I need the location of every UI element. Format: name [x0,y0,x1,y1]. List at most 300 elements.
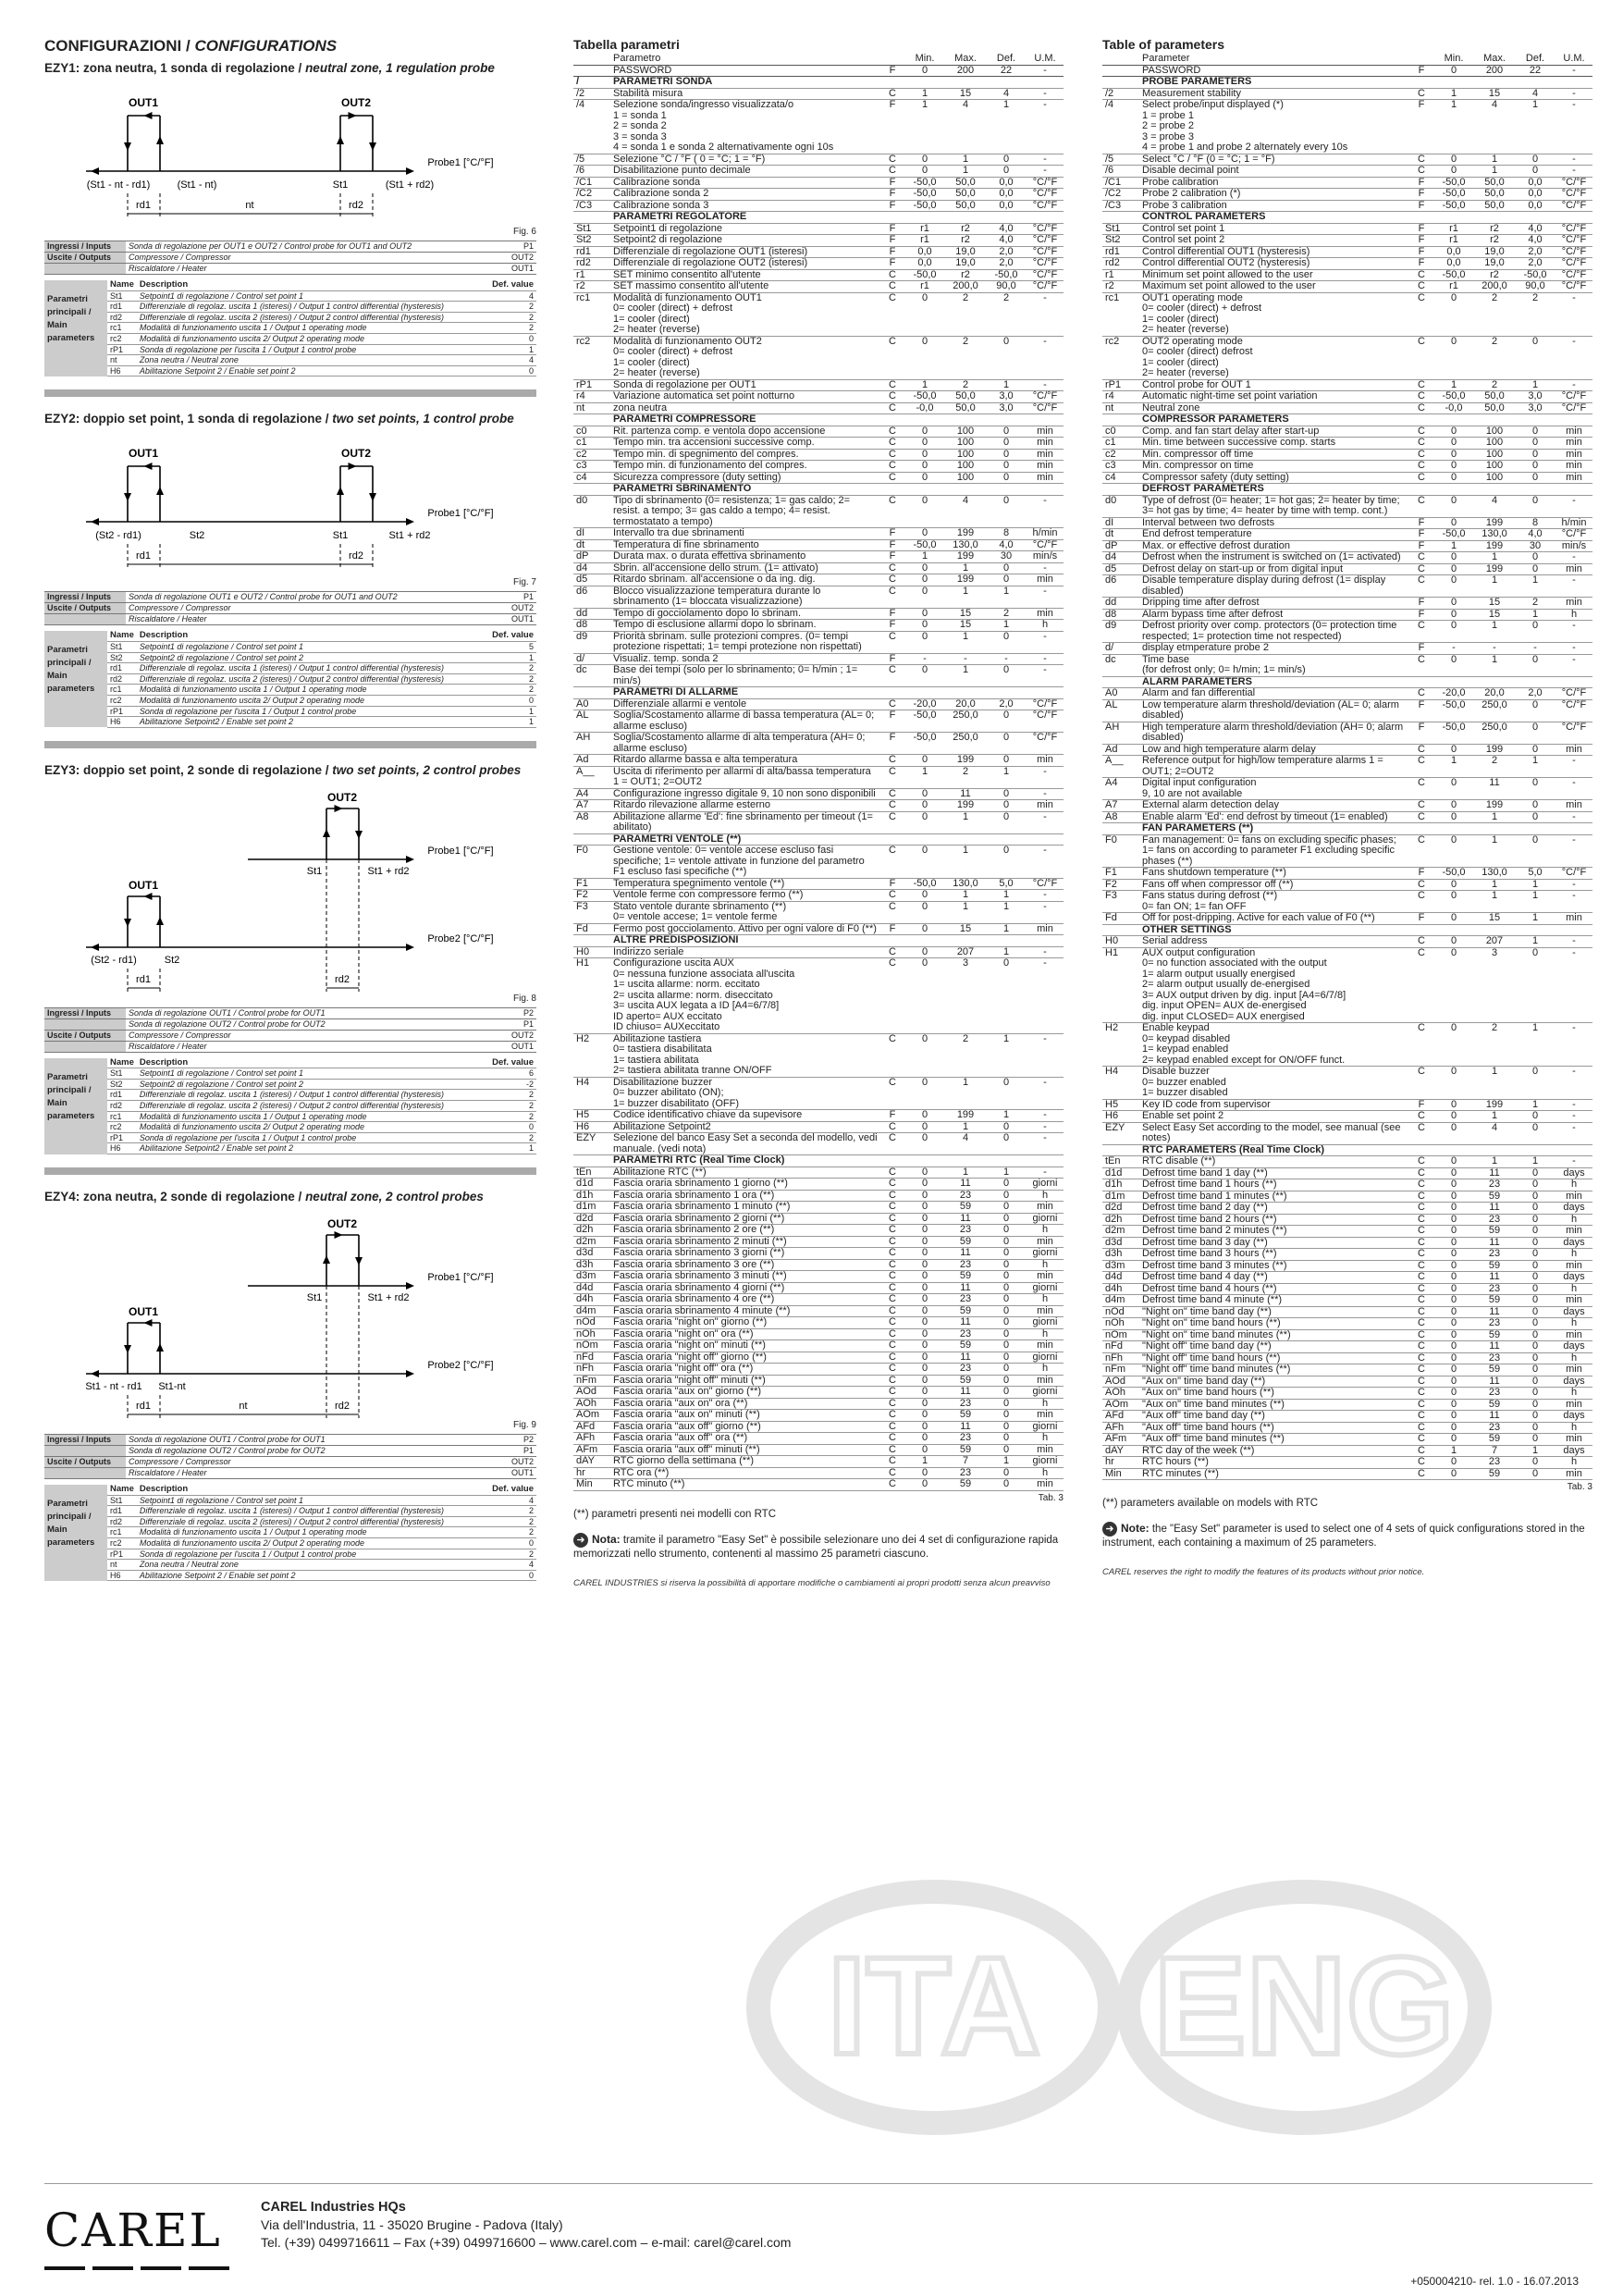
param-type: F [880,620,904,632]
param-min: 0 [904,1259,945,1271]
param-min: -20,0 [904,698,945,710]
param-type: F [880,539,904,551]
param-description: Fascia oraria "aux on" minuti (**) [610,1410,880,1422]
param-name: H6 [107,1143,137,1154]
param-row [573,846,1064,879]
param-min: 0 [1433,575,1474,598]
param-type: C [1409,1237,1433,1249]
param-min: 0 [904,1167,945,1179]
param-code: nFh [573,1364,610,1376]
param-max: 11 [945,788,986,800]
param-row [44,355,536,366]
param-code: d9 [1102,621,1139,643]
param-min: 0 [904,1467,945,1479]
param-description: Sonda di regolazione per l'uscita 1 / Output 1 control probe [137,1132,488,1143]
param-unit: h [1555,1179,1592,1191]
param-default: -50,0 [986,269,1027,281]
param-description: Sonda di regolazione per l'uscita 1 / Output 1 control probe [137,344,488,355]
param-default: 2 [488,302,536,313]
param-default: 0 [986,631,1027,653]
param-max: 59 [1474,1226,1515,1238]
param-default: 2 [1515,598,1555,610]
param-default: 0 [986,438,1027,450]
param-min: 0 [1433,461,1474,473]
rd1-label: rd1 [136,200,151,211]
param-description: Setpoint1 di regolazione / Control set point 1 [137,641,488,652]
param-min: 0 [904,631,945,653]
param-type: C [880,890,904,902]
param-name: rc2 [107,1538,137,1549]
io-type: Uscite / Outputs [44,1030,126,1041]
figure-number: Fig. 9 [512,1420,536,1431]
param-unit: - [1555,1111,1592,1123]
param-min: 0 [904,1387,945,1399]
param-description: Low temperature alarm threshold/deviation (AL= 0; alarm disabled) [1139,699,1409,722]
param-default: 0,0 [986,189,1027,201]
param-row [1102,834,1592,868]
param-min: 0,0 [904,258,945,270]
param-type: C [1409,1226,1433,1238]
param-code: /6 [573,166,610,178]
param-code: d1d [1102,1167,1139,1179]
param-max: 11 [1474,1411,1515,1423]
param-name: St1 [107,641,137,652]
param-min: 0 [1433,472,1474,484]
param-code: d1d [573,1179,610,1191]
param-type: C [1409,879,1433,891]
param-unit: °C/°F [1027,878,1064,890]
param-unit: h [1027,1467,1064,1479]
param-max: 23 [945,1364,986,1376]
param-type: C [1409,438,1433,450]
io-port: OUT2 [494,253,536,264]
param-unit: - [1555,1099,1592,1111]
param-unit: h [1555,1214,1592,1226]
param-code: AH [1102,722,1139,744]
param-max: 1 [945,166,986,178]
param-row [1102,699,1592,722]
param-max: r2 [1474,235,1515,247]
param-min: 0 [1433,1214,1474,1226]
param-min: 0 [1433,1191,1474,1203]
param-type: C [880,166,904,178]
param-default: 0 [1515,166,1555,178]
param-description: Select °C / °F (0 = °C; 1 = °F) [1139,154,1409,166]
diagram-arrow [349,112,357,119]
param-min: 1 [1433,88,1474,100]
param-row [44,1111,536,1122]
out1-label: OUT1 [128,447,159,461]
param-default: 0 [1515,744,1555,756]
param-code: dI [1102,517,1139,529]
param-min: 0,0 [1433,258,1474,270]
param-default: 1 [1515,756,1555,778]
param-type: C [880,1410,904,1422]
param-row [1102,1179,1592,1191]
param-default: 1 [1515,879,1555,891]
param-description: Ritardo allarme bassa e alta temperatura [610,755,880,767]
param-row [1102,379,1592,391]
param-description: Type of defrost (0= heater; 1= hot gas; 2= heater by time; 3= hot gas by time; 4= heater by time with temp. cont.) [1139,495,1409,517]
param-code: nOm [1102,1329,1139,1341]
param-min: 0 [904,1421,945,1433]
param-max: 11 [945,1421,986,1433]
param-description: PASSWORD [1139,65,1409,77]
param-unit: min [1555,913,1592,925]
english-note: ➜ Note: the "Easy Set" parameter is used to select one of 4 sets of quick configurations stored in the instrument, each containing a maximum of 25 parameters. [1102,1522,1585,1549]
param-description: Alarm and fan differential [1139,688,1409,700]
param-code: /C2 [573,189,610,201]
param-row [1102,281,1592,293]
param-type: C [1409,1023,1433,1067]
io-type: Uscite / Outputs [44,603,126,614]
param-min: 0 [904,1033,945,1077]
param-unit: °C/°F [1555,722,1592,744]
regulation-diagram [44,429,536,577]
param-description: Fascia oraria sbrinamento 1 ora (**) [610,1190,880,1202]
param-min: 0 [904,1364,945,1376]
param-description: Min. time between successive comp. starts [1139,438,1409,450]
param-description: Reference output for high/low temperature alarms 1 = OUT1; 2=OUT2 [1139,756,1409,778]
section-title: ALTRE PREDISPOSIZIONI [610,935,1064,947]
param-row [573,1167,1064,1179]
header-cell: Def. value [488,631,536,641]
param-type: C [1409,166,1433,178]
param-min: r1 [1433,281,1474,293]
param-default: 2 [488,1132,536,1143]
param-default: 90,0 [1515,281,1555,293]
param-max: 50,0 [1474,189,1515,201]
param-default: 0 [986,1421,1027,1433]
diagram-arrow [156,136,164,144]
param-name: rd1 [107,1090,137,1101]
param-description: Fan management: 0= fans on excluding specific phases; 1= fans on according to parameter F1 excluding specific phases (**) [1139,834,1409,868]
param-max: 207 [945,946,986,958]
param-min: 0 [1433,426,1474,438]
param-code: AFd [573,1421,610,1433]
param-row [573,1387,1064,1399]
param-description: Differenziale di regolaz. uscita 2 (isteresi) / Output 2 control differential (hysteresis) [137,1101,488,1112]
param-unit: min [1027,426,1064,438]
param-default: 0,0 [986,200,1027,212]
param-max: 11 [1474,1203,1515,1215]
param-description: Setpoint1 di regolazione [610,223,880,235]
param-row [1102,722,1592,744]
param-description: "Aux off" time band minutes (**) [1139,1434,1409,1446]
param-min: 0 [1433,1272,1474,1284]
param-unit: min [1555,1329,1592,1341]
param-default: 1 [488,344,536,355]
param-row [1102,913,1592,925]
param-code: St2 [1102,235,1139,247]
param-default: 2,0 [1515,688,1555,700]
param-description: Probe 2 calibration (*) [1139,189,1409,201]
param-type: C [880,1236,904,1248]
param-row [1102,1411,1592,1423]
param-row [573,528,1064,540]
param-unit: - [1555,778,1592,800]
param-type: F [1409,246,1433,258]
io-description: Compressore / Compressor [126,1030,494,1041]
param-description: Disable decimal point [1139,166,1409,178]
param-min: 0 [904,472,945,484]
param-min: -50,0 [904,710,945,733]
param-row [44,344,536,355]
param-description: Alarm bypass time after defrost [1139,609,1409,621]
param-max: 4 [1474,1122,1515,1144]
param-type: C [1409,1329,1433,1341]
param-code: nFm [1102,1364,1139,1376]
param-description: Disabilitazione punto decimale [610,166,880,178]
param-code: d/ [573,653,610,665]
param-description: Stato ventole durante sbrinamento (**) 0= ventole accese; 1= ventole ferme [610,901,880,923]
param-min: 0 [1433,65,1474,77]
param-unit: min [1027,1340,1064,1352]
param-default: 0 [1515,722,1555,744]
param-row [44,1495,536,1506]
param-type: C [880,901,904,923]
param-name: rc1 [107,1111,137,1122]
param-type: C [880,1121,904,1133]
param-max: 1 [1474,891,1515,913]
param-row [1102,868,1592,880]
param-type: C [1409,756,1433,778]
param-code: c4 [573,472,610,484]
param-row [44,673,536,685]
param-min: 1 [904,1456,945,1468]
param-code: c3 [573,461,610,473]
param-description: Blocco visualizzazione temperatura durante lo sbrinamento (1= bloccata visualizzazione) [610,586,880,608]
param-max: 23 [1474,1457,1515,1469]
param-row [573,698,1064,710]
param-default: 5,0 [986,878,1027,890]
param-type: C [880,1421,904,1433]
param-default: 1 [488,717,536,728]
param-max: 23 [1474,1352,1515,1364]
param-type: C [1409,472,1433,484]
diagram-arrow [124,493,131,501]
param-default: 4,0 [986,539,1027,551]
param-max: 50,0 [1474,200,1515,212]
param-unit: - [1555,811,1592,823]
param-type: C [880,1317,904,1329]
param-default: 0 [1515,1434,1555,1446]
param-default: -2 [488,1079,536,1090]
param-row [573,200,1064,212]
param-min: 0 [1433,1111,1474,1123]
param-type: C [880,495,904,528]
io-port: P2 [494,1007,536,1018]
param-name: St2 [107,652,137,663]
param-name: rc1 [107,1527,137,1538]
param-min: 0 [1433,154,1474,166]
param-code: /6 [1102,166,1139,178]
param-code: F3 [1102,891,1139,913]
param-type: C [1409,1179,1433,1191]
param-default: 0 [986,166,1027,178]
param-unit: °C/°F [1555,223,1592,235]
param-default: 2 [1515,292,1555,336]
param-row [44,1143,536,1154]
param-type: C [1409,654,1433,676]
param-type: C [880,1352,904,1364]
param-code: F1 [573,878,610,890]
param-row [44,312,536,323]
param-default: 1 [1515,575,1555,598]
param-type: C [1409,461,1433,473]
param-row [1102,1226,1592,1238]
section-header-row [1102,484,1592,496]
param-code: A4 [573,788,610,800]
param-code [1102,823,1139,835]
param-row [573,1467,1064,1479]
param-type: C [1409,1318,1433,1330]
rd2-label: rd2 [335,973,350,985]
company-name: CAREL Industries HQs [261,2200,406,2215]
param-code: rc1 [573,292,610,336]
section-title: PARAMETRI DI ALLARME [610,687,1064,699]
param-description: Modalità di funzionamento uscita 2/ Output 2 operating mode [137,1122,488,1133]
param-description: Selezione °C / °F ( 0 = °C; 1 = °F) [610,154,880,166]
param-name: rc1 [107,323,137,334]
param-row [573,923,1064,935]
param-min: 0 [904,665,945,687]
param-unit: h/min [1555,517,1592,529]
param-unit: - [1027,166,1064,178]
io-description: Riscaldatore / Heater [126,1041,494,1052]
param-min: 0 [1433,1283,1474,1295]
param-type: C [1409,1376,1433,1388]
param-max: 11 [945,1317,986,1329]
param-default: 0,0 [1515,177,1555,189]
param-min: 0 [904,901,945,923]
param-default: 1 [986,1033,1027,1077]
param-min: 0 [1433,495,1474,517]
param-row [1102,1191,1592,1203]
param-type: C [880,811,904,833]
param-description: Modalità di funzionamento uscita 1 / Output 1 operating mode [137,323,488,334]
param-code: F3 [573,901,610,923]
param-default: 1 [986,890,1027,902]
threshold-label: St1 [332,179,349,191]
param-code [573,687,610,699]
configurations-column [44,37,536,1581]
param-max: 2 [1474,292,1515,336]
param-row [1102,643,1592,655]
param-code: A8 [573,811,610,833]
param-unit: - [1027,65,1064,77]
param-row [44,1516,536,1527]
param-code: /2 [573,88,610,100]
param-row [1102,744,1592,756]
param-min: r1 [904,235,945,247]
param-code: H0 [1102,936,1139,948]
param-default: 0 [986,426,1027,438]
param-description: Differenziale di regolaz. uscita 1 (isteresi) / Output 1 control differential (hysteresis) [137,302,488,313]
section-header-row [1102,676,1592,688]
param-min: -50,0 [1433,868,1474,880]
param-min: 1 [1433,1445,1474,1457]
section-title: FAN PARAMETERS (**) [1139,823,1592,835]
param-type: C [880,1248,904,1260]
param-unit: giorni [1027,1248,1064,1260]
param-description: "Aux off" time band day (**) [1139,1411,1409,1423]
param-default: 0 [986,1271,1027,1283]
param-code: d0 [573,495,610,528]
param-code: dt [1102,529,1139,541]
io-row [44,592,536,603]
param-row [573,1236,1064,1248]
param-default: 0 [986,811,1027,833]
param-description: Calibrazione sonda 2 [610,189,880,201]
param-row [1102,575,1592,598]
param-row [1102,1249,1592,1261]
param-max: 15 [945,608,986,620]
param-max: 59 [945,1410,986,1422]
param-max: 15 [1474,598,1515,610]
param-unit: °C/°F [1027,235,1064,247]
io-port: P1 [494,1446,536,1457]
ezy-section [44,763,536,1175]
header-cell: U.M. [1555,54,1592,65]
table-header-row [44,280,536,290]
param-default: 0 [1515,811,1555,823]
section-title: OTHER SETTINGS [1139,924,1592,936]
ezy-title-it: EZY4: zona neutra, 2 sonde di regolazione / [44,1190,306,1204]
param-max: 59 [1474,1329,1515,1341]
param-default: 0 [986,1305,1027,1317]
param-max: 11 [1474,1272,1515,1284]
out2-label: OUT2 [340,447,372,461]
param-description: Modalità di funzionamento uscita 2/ Output 2 operating mode [137,695,488,706]
param-unit: - [1027,154,1064,166]
param-unit: h [1555,1388,1592,1400]
param-code: d4 [1102,552,1139,564]
param-default: 4,0 [1515,223,1555,235]
param-max: 7 [1474,1445,1515,1457]
param-default: 4,0 [986,235,1027,247]
param-default: 2 [488,673,536,685]
param-type: C [880,788,904,800]
param-code: d2d [573,1213,610,1225]
param-max: 59 [1474,1399,1515,1411]
param-min: 0 [1433,552,1474,564]
section-header-row [573,1155,1064,1167]
param-min: 0 [904,800,945,812]
param-default: 0,0 [986,177,1027,189]
io-table [44,241,536,275]
param-min: 0 [1433,1226,1474,1238]
io-port: OUT2 [494,603,536,614]
param-min: 0 [904,426,945,438]
param-unit: - [1027,631,1064,653]
param-unit: °C/°F [1027,200,1064,212]
param-type: C [880,1433,904,1445]
param-max: - [1474,643,1515,655]
param-min: 0 [1433,517,1474,529]
diagram-arrow [156,487,164,495]
param-min: -50,0 [904,189,945,201]
param-description: RTC ora (**) [610,1467,880,1479]
main-parameters-label: Parametri principali / Main parameters [44,280,107,376]
param-description: Probe calibration [1139,177,1409,189]
diagram-arrow [406,1370,414,1377]
param-unit: - [1027,958,1064,1034]
param-row [573,1282,1064,1294]
param-default: -50,0 [1515,269,1555,281]
param-row [1102,1067,1592,1100]
param-row [573,269,1064,281]
